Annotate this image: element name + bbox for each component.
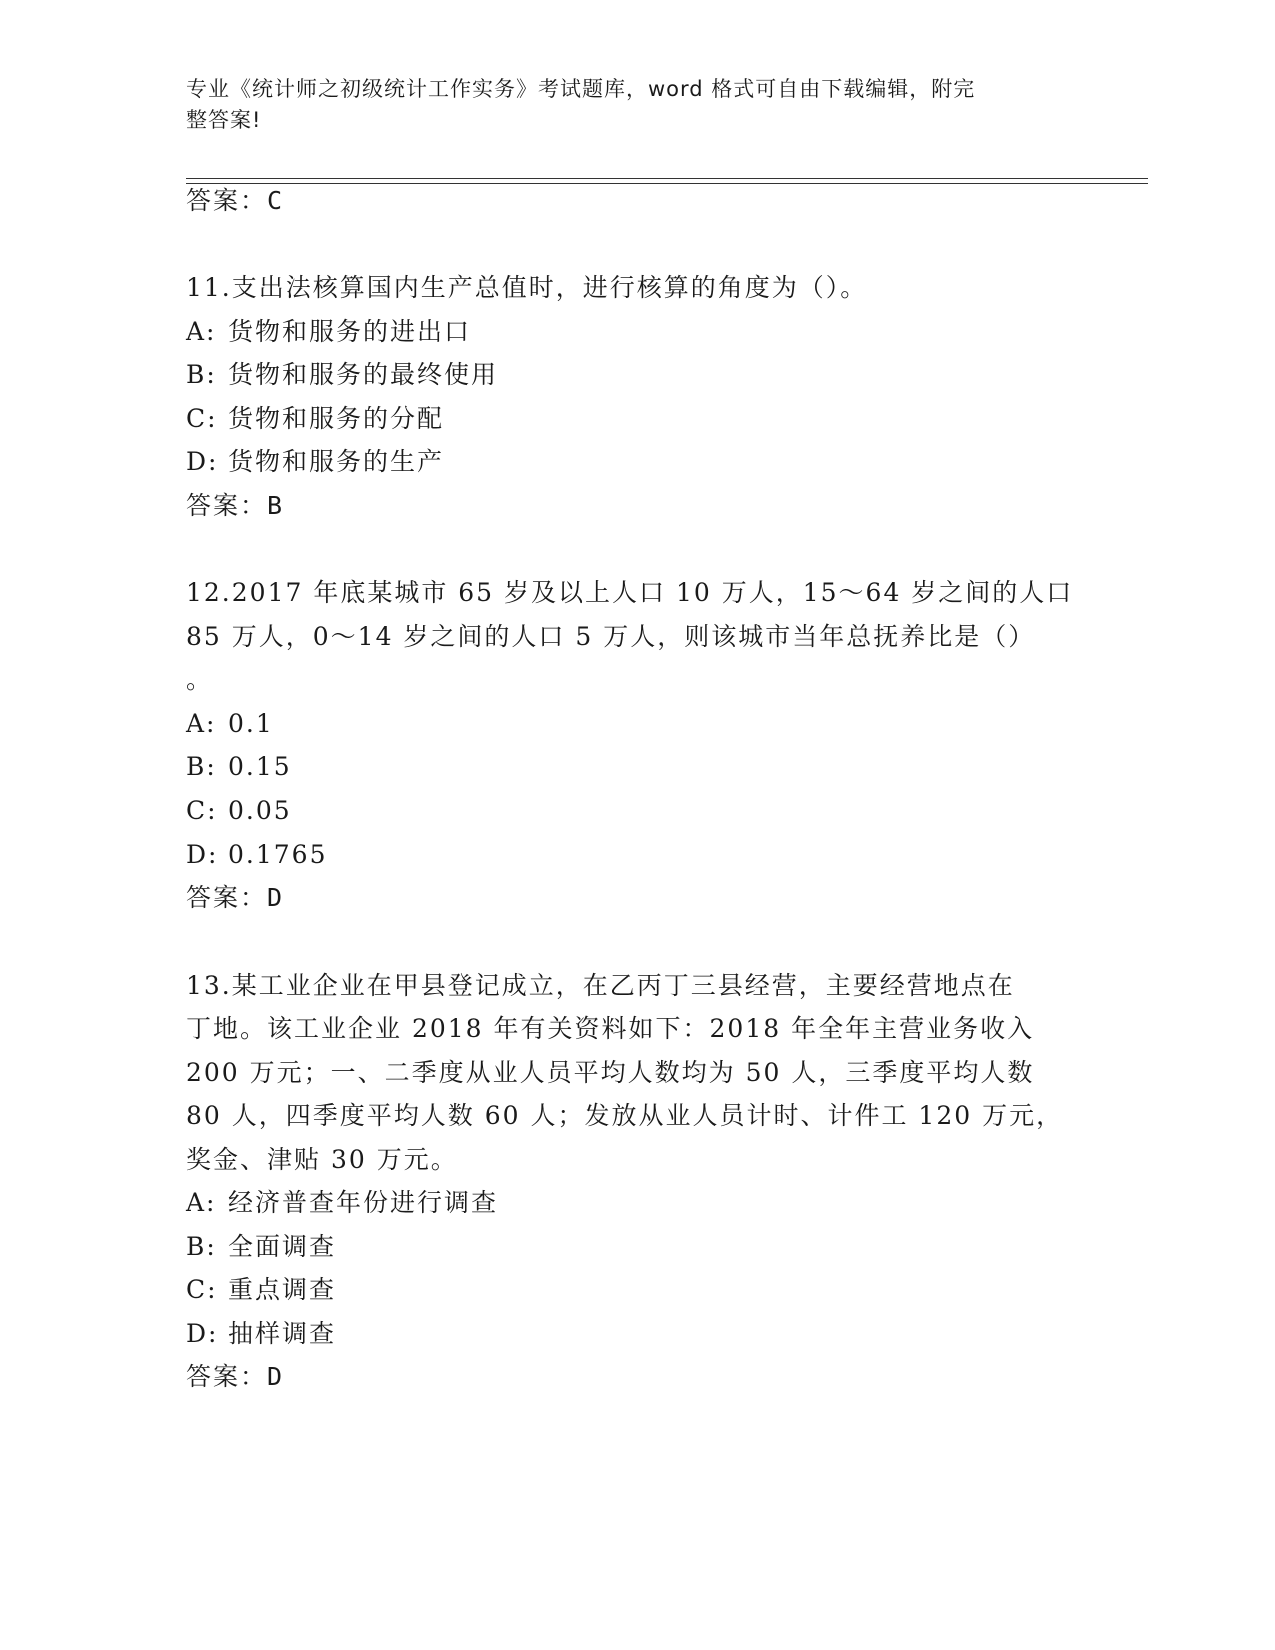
answer-label: 答案：: [186, 1362, 268, 1391]
option-text: 0.1: [228, 709, 274, 738]
option-letter: C:: [186, 1275, 218, 1304]
header-divider-bottom: [186, 183, 1148, 184]
question-13-stem-line-2: 丁地。该工业企业 2018 年有关资料如下：2018 年全年主营业务收入: [186, 1014, 1035, 1043]
question-12-answer: [186, 882, 1086, 914]
option-text: 全面调查: [228, 1232, 337, 1261]
header-divider-top: [186, 178, 1148, 179]
document-header: [186, 74, 1086, 136]
question-13-option-d: [186, 1318, 1086, 1350]
option-letter: D:: [186, 1319, 219, 1348]
answer-label: 答案：: [186, 491, 268, 520]
question-13-option-b: [186, 1231, 1086, 1263]
option-letter: D:: [186, 447, 219, 476]
question-13-stem-line-3: 200 万元；一、二季度从业人员平均人数均为 50 人，三季度平均人数: [186, 1058, 1035, 1087]
question-13-stem-line-1: 13.某工业企业在甲县登记成立，在乙丙丁三县经营，主要经营地点在: [186, 971, 1015, 1000]
answer-value: D: [267, 883, 283, 912]
option-letter: D:: [186, 840, 219, 869]
question-12-option-c: [186, 795, 1086, 827]
option-text: 货物和服务的生产: [228, 447, 445, 476]
option-letter: A:: [186, 1188, 217, 1217]
header-line-2: 整答案!: [186, 108, 262, 132]
question-12-stem-line-1: 12.2017 年底某城市 65 岁及以上人口 10 万人，15～64 岁之间的人口: [186, 578, 1074, 607]
option-text: 0.15: [228, 752, 292, 781]
option-letter: C:: [186, 796, 218, 825]
previous-answer: [186, 185, 1086, 217]
question-12-stem-line-2: 85 万人，0～14 岁之间的人口 5 万人，则该城市当年总抚养比是（）: [186, 622, 1036, 651]
header-line-1: 专业《统计师之初级统计工作实务》考试题库，word 格式可自由下载编辑，附完: [186, 77, 976, 101]
answer-value: D: [267, 1362, 283, 1391]
option-text: 货物和服务的进出口: [228, 317, 472, 346]
option-text: 经济普查年份进行调查: [228, 1188, 499, 1217]
question-12-stem-line-3: 。: [186, 665, 214, 694]
question-11-option-a: [186, 316, 1086, 348]
option-text: 抽样调查: [228, 1319, 337, 1348]
option-letter: B:: [186, 752, 217, 781]
option-text: 0.05: [228, 796, 292, 825]
option-text: 重点调查: [228, 1275, 337, 1304]
question-13-answer: [186, 1361, 1086, 1393]
option-text: 货物和服务的分配: [228, 404, 445, 433]
option-text: 货物和服务的最终使用: [228, 360, 499, 389]
question-13-option-a: [186, 1187, 1086, 1219]
question-11-option-c: [186, 403, 1086, 435]
option-letter: A:: [186, 317, 217, 346]
question-13-stem-line-4: 80 人，四季度平均人数 60 人；发放从业人员计时、计件工 120 万元，: [186, 1101, 1064, 1130]
answer-label: 答案：: [186, 883, 268, 912]
option-text: 0.1765: [228, 840, 328, 869]
question-11-option-d: [186, 446, 1086, 478]
option-letter: B:: [186, 360, 217, 389]
answer-value: B: [267, 491, 283, 520]
option-letter: B:: [186, 1232, 217, 1261]
answer-label: 答案：: [186, 186, 268, 215]
question-11-stem: 11.支出法核算国内生产总值时，进行核算的角度为（）。: [186, 273, 868, 302]
option-letter: C:: [186, 404, 218, 433]
question-12-option-a: [186, 708, 1086, 740]
question-11-answer: [186, 490, 1086, 522]
answer-value: C: [267, 186, 283, 215]
question-11-option-b: [186, 359, 1086, 391]
question-12-option-d: [186, 839, 1086, 871]
option-letter: A:: [186, 709, 217, 738]
question-12-option-b: [186, 751, 1086, 783]
question-13-option-c: [186, 1274, 1086, 1306]
question-13-stem-line-5: 奖金、津贴 30 万元。: [186, 1145, 458, 1174]
